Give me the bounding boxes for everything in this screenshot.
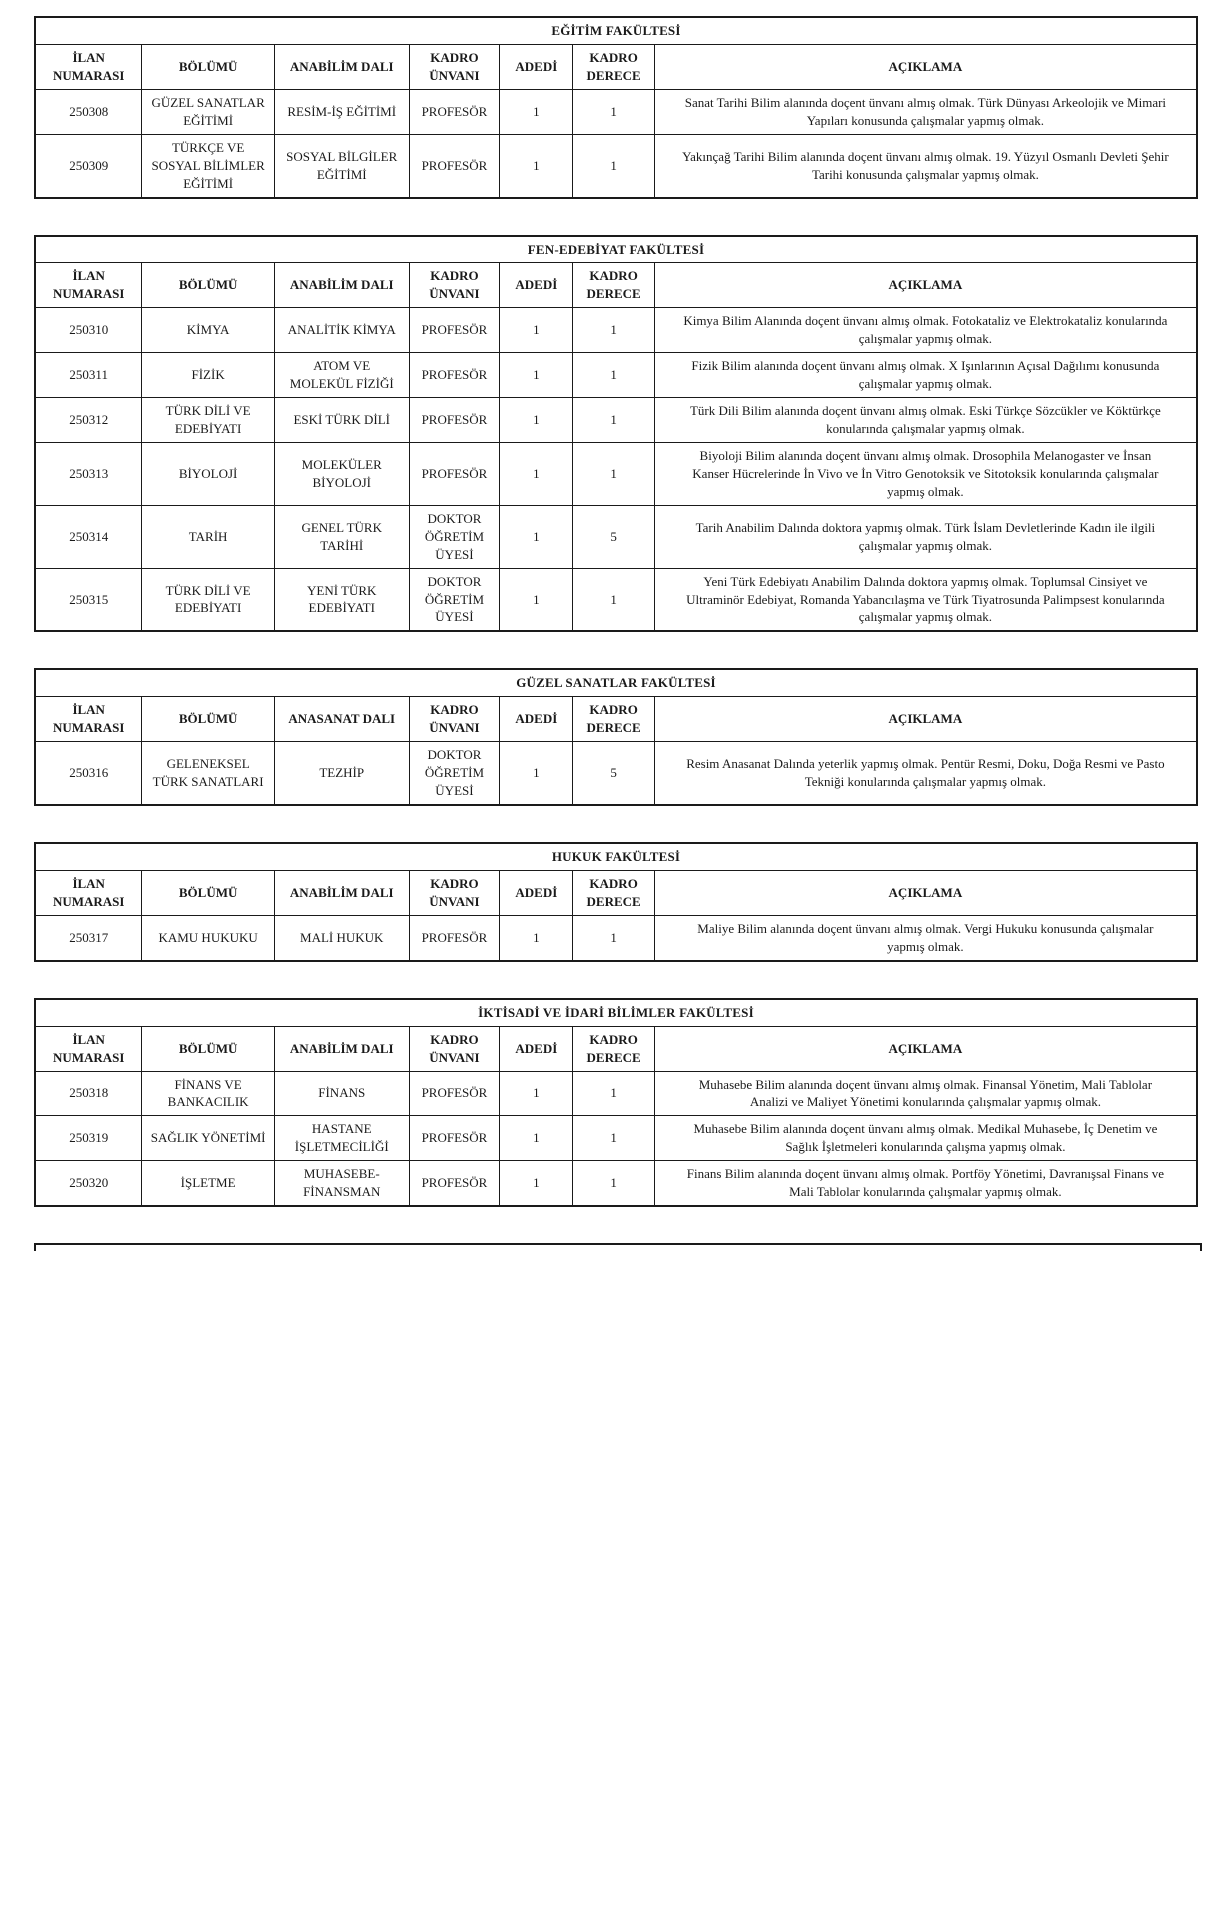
faculty-title-row <box>35 843 1197 870</box>
cell: 1 <box>573 308 654 353</box>
faculty-title-row <box>35 669 1197 696</box>
aciklama-cell: Biyoloji Bilim alanında doçent ünvanı almış olmak. Drosophila Melanogaster ve İnsan Kanser Hücrelerinde İn Vivo ve İn Vitro Genotoksik ve Sitotoksik konularında çalışmalar yapmış olmak. <box>654 442 1197 505</box>
cell: GELENEKSEL TÜRK SANATLARI <box>142 742 274 805</box>
cell: PROFESÖR <box>409 89 500 134</box>
column-header: BÖLÜMÜ <box>142 1026 274 1071</box>
ilan-numarasi-cell: 250314 <box>35 505 142 568</box>
cell: GÜZEL SANATLAR EĞİTİMİ <box>142 89 274 134</box>
cell: FİNANS VE BANKACILIK <box>142 1071 274 1116</box>
cell: GENEL TÜRK TARİHİ <box>274 505 409 568</box>
cell: MOLEKÜLER BİYOLOJİ <box>274 442 409 505</box>
cell: ESKİ TÜRK DİLİ <box>274 398 409 443</box>
cell: 1 <box>500 1116 573 1161</box>
aciklama-cell: Kimya Bilim Alanında doçent ünvanı almış olmak. Fotokataliz ve Elektrokataliz konularında çalışmalar yapmış olmak. <box>654 308 1197 353</box>
aciklama-cell: Yakınçağ Tarihi Bilim alanında doçent ünvanı almış olmak. 19. Yüzyıl Osmanlı Devleti Şehir Tarihi konusunda çalışmalar yapmış olmak. <box>654 134 1197 197</box>
column-header: İLAN NUMARASI <box>35 263 142 308</box>
cell: PROFESÖR <box>409 353 500 398</box>
cell: 1 <box>500 742 573 805</box>
cell: PROFESÖR <box>409 1161 500 1206</box>
cell: DOKTOR ÖĞRETİM ÜYESİ <box>409 742 500 805</box>
cell: TÜRK DİLİ VE EDEBİYATI <box>142 398 274 443</box>
ilan-numarasi-cell: 250312 <box>35 398 142 443</box>
column-header: ADEDİ <box>500 870 573 915</box>
column-header: İLAN NUMARASI <box>35 1026 142 1071</box>
column-header: BÖLÜMÜ <box>142 870 274 915</box>
aciklama-cell: Tarih Anabilim Dalında doktora yapmış olmak. Türk İslam Devletlerinde Kadın ile ilgili çalışmalar yapmış olmak. <box>654 505 1197 568</box>
column-header: KADRO ÜNVANI <box>409 1026 500 1071</box>
aciklama-cell: Türk Dili Bilim alanında doçent ünvanı almış olmak. Eski Türkçe Sözcükler ve Köktürkçe konularında çalışmalar yapmış olmak. <box>654 398 1197 443</box>
cell: 1 <box>500 308 573 353</box>
cell: 5 <box>573 505 654 568</box>
column-header: ADEDİ <box>500 263 573 308</box>
ilan-numarasi-cell: 250317 <box>35 915 142 960</box>
cell: TARİH <box>142 505 274 568</box>
aciklama-cell: Finans Bilim alanında doçent ünvanı almış olmak. Portföy Yönetimi, Davranışsal Finans ve Mali Tablolar konularında çalışmalar yapmış olmak. <box>654 1161 1197 1206</box>
cell: KİMYA <box>142 308 274 353</box>
cell: 1 <box>573 353 654 398</box>
ilan-numarasi-cell: 250309 <box>35 134 142 197</box>
table-row <box>35 1071 1197 1116</box>
column-header: BÖLÜMÜ <box>142 44 274 89</box>
column-header: KADRO ÜNVANI <box>409 263 500 308</box>
cell: RESİM-İŞ EĞİTİMİ <box>274 89 409 134</box>
faculty-title: FEN-EDEBİYAT FAKÜLTESİ <box>35 236 1197 263</box>
cell: TÜRK DİLİ VE EDEBİYATI <box>142 568 274 631</box>
faculty-title: GÜZEL SANATLAR FAKÜLTESİ <box>35 669 1197 696</box>
column-header: KADRO DERECE <box>573 1026 654 1071</box>
column-header: İLAN NUMARASI <box>35 44 142 89</box>
cell: 1 <box>500 442 573 505</box>
ilan-numarasi-cell: 250308 <box>35 89 142 134</box>
faculty-table-egitim <box>34 16 1198 199</box>
cell: PROFESÖR <box>409 915 500 960</box>
column-header: AÇIKLAMA <box>654 1026 1197 1071</box>
column-header-row <box>35 870 1197 915</box>
column-header: AÇIKLAMA <box>654 263 1197 308</box>
faculty-table-guzel-sanatlar <box>34 668 1198 806</box>
column-header: İLAN NUMARASI <box>35 697 142 742</box>
ilan-numarasi-cell: 250318 <box>35 1071 142 1116</box>
cell: 1 <box>573 568 654 631</box>
table-row <box>35 568 1197 631</box>
cell: 1 <box>500 134 573 197</box>
table-row <box>35 742 1197 805</box>
column-header-row <box>35 697 1197 742</box>
cell: 1 <box>573 1071 654 1116</box>
faculty-title-row <box>35 17 1197 44</box>
aciklama-cell: Muhasebe Bilim alanında doçent ünvanı almış olmak. Finansal Yönetim, Mali Tablolar Analizi ve Maliyet Yönetimi konularında çalışmalar yapmış olmak. <box>654 1071 1197 1116</box>
cell: ANALİTİK KİMYA <box>274 308 409 353</box>
table-row <box>35 1116 1197 1161</box>
faculty-title-row <box>35 236 1197 263</box>
column-header-row <box>35 263 1197 308</box>
column-header-row <box>35 44 1197 89</box>
table-row <box>35 89 1197 134</box>
column-header: AÇIKLAMA <box>654 44 1197 89</box>
cell: 5 <box>573 742 654 805</box>
column-header: ANASANAT DALI <box>274 697 409 742</box>
cell: PROFESÖR <box>409 134 500 197</box>
cell: 1 <box>500 398 573 443</box>
column-header: ADEDİ <box>500 697 573 742</box>
cell: İŞLETME <box>142 1161 274 1206</box>
cell: 1 <box>500 568 573 631</box>
cell: SAĞLIK YÖNETİMİ <box>142 1116 274 1161</box>
aciklama-cell: Maliye Bilim alanında doçent ünvanı almış olmak. Vergi Hukuku konusunda çalışmalar yapmış olmak. <box>654 915 1197 960</box>
column-header: KADRO DERECE <box>573 44 654 89</box>
next-table-partial-edge <box>34 1243 1202 1251</box>
column-header: BÖLÜMÜ <box>142 697 274 742</box>
faculty-title-row <box>35 999 1197 1026</box>
cell: HASTANE İŞLETMECİLİĞİ <box>274 1116 409 1161</box>
aciklama-cell: Sanat Tarihi Bilim alanında doçent ünvanı almış olmak. Türk Dünyası Arkeolojik ve Mimari Yapıları konusunda çalışmalar yapmış olmak. <box>654 89 1197 134</box>
ilan-numarasi-cell: 250310 <box>35 308 142 353</box>
column-header: AÇIKLAMA <box>654 870 1197 915</box>
ilan-numarasi-cell: 250320 <box>35 1161 142 1206</box>
table-row <box>35 308 1197 353</box>
cell: 1 <box>573 915 654 960</box>
column-header: KADRO DERECE <box>573 263 654 308</box>
cell: 1 <box>573 442 654 505</box>
cell: MALİ HUKUK <box>274 915 409 960</box>
column-header: KADRO ÜNVANI <box>409 870 500 915</box>
cell: PROFESÖR <box>409 1116 500 1161</box>
cell: 1 <box>500 505 573 568</box>
cell: 1 <box>500 1071 573 1116</box>
ilan-numarasi-cell: 250315 <box>35 568 142 631</box>
cell: YENİ TÜRK EDEBİYATI <box>274 568 409 631</box>
cell: FİNANS <box>274 1071 409 1116</box>
aciklama-cell: Yeni Türk Edebiyatı Anabilim Dalında doktora yapmış olmak. Toplumsal Cinsiyet ve Ultraminör Edebiyat, Romanda Yabancılaşma ve Türk Tiyatrosunda Palimpsest konularında çalışmalar yapmış olmak. <box>654 568 1197 631</box>
cell: PROFESÖR <box>409 308 500 353</box>
column-header: KADRO DERECE <box>573 697 654 742</box>
cell: 1 <box>500 353 573 398</box>
cell: 1 <box>500 1161 573 1206</box>
cell: TEZHİP <box>274 742 409 805</box>
faculty-table-iktisadi-idari <box>34 998 1198 1207</box>
cell: 1 <box>573 1116 654 1161</box>
cell: 1 <box>573 1161 654 1206</box>
faculty-title: HUKUK FAKÜLTESİ <box>35 843 1197 870</box>
column-header: ANABİLİM DALI <box>274 44 409 89</box>
table-row <box>35 442 1197 505</box>
column-header: ANABİLİM DALI <box>274 263 409 308</box>
faculty-title: İKTİSADİ VE İDARİ BİLİMLER FAKÜLTESİ <box>35 999 1197 1026</box>
cell: KAMU HUKUKU <box>142 915 274 960</box>
column-header: KADRO DERECE <box>573 870 654 915</box>
ilan-numarasi-cell: 250316 <box>35 742 142 805</box>
column-header: ANABİLİM DALI <box>274 870 409 915</box>
cell: PROFESÖR <box>409 398 500 443</box>
table-row <box>35 915 1197 960</box>
cell: 1 <box>573 89 654 134</box>
table-row <box>35 353 1197 398</box>
table-row <box>35 398 1197 443</box>
ilan-numarasi-cell: 250319 <box>35 1116 142 1161</box>
faculty-table-fen-edebiyat <box>34 235 1198 633</box>
aciklama-cell: Muhasebe Bilim alanında doçent ünvanı almış olmak. Medikal Muhasebe, İç Denetim ve Sağlık İşletmeleri konularında çalışma yapmış olmak. <box>654 1116 1197 1161</box>
column-header: KADRO ÜNVANI <box>409 44 500 89</box>
cell: BİYOLOJİ <box>142 442 274 505</box>
table-row <box>35 505 1197 568</box>
cell: 1 <box>500 915 573 960</box>
faculty-title: EĞİTİM FAKÜLTESİ <box>35 17 1197 44</box>
cell: SOSYAL BİLGİLER EĞİTİMİ <box>274 134 409 197</box>
table-row <box>35 134 1197 197</box>
column-header-row <box>35 1026 1197 1071</box>
column-header: BÖLÜMÜ <box>142 263 274 308</box>
cell: DOKTOR ÖĞRETİM ÜYESİ <box>409 505 500 568</box>
aciklama-cell: Resim Anasanat Dalında yeterlik yapmış olmak. Pentür Resmi, Doku, Doğa Resmi ve Pasto Tekniği konularında çalışmalar yapmış olmak. <box>654 742 1197 805</box>
aciklama-cell: Fizik Bilim alanında doçent ünvanı almış olmak. X Işınlarının Açısal Dağılımı konusunda çalışmalar yapmış olmak. <box>654 353 1197 398</box>
cell: ATOM VE MOLEKÜL FİZİĞİ <box>274 353 409 398</box>
cell: 1 <box>573 134 654 197</box>
cell: MUHASEBE-FİNANSMAN <box>274 1161 409 1206</box>
cell: 1 <box>573 398 654 443</box>
column-header: KADRO ÜNVANI <box>409 697 500 742</box>
cell: DOKTOR ÖĞRETİM ÜYESİ <box>409 568 500 631</box>
cell: 1 <box>500 89 573 134</box>
cell: PROFESÖR <box>409 442 500 505</box>
table-row <box>35 1161 1197 1206</box>
cell: PROFESÖR <box>409 1071 500 1116</box>
cell: FİZİK <box>142 353 274 398</box>
faculty-table-hukuk <box>34 842 1198 962</box>
ilan-numarasi-cell: 250311 <box>35 353 142 398</box>
column-header: ADEDİ <box>500 44 573 89</box>
column-header: ADEDİ <box>500 1026 573 1071</box>
column-header: AÇIKLAMA <box>654 697 1197 742</box>
ilan-numarasi-cell: 250313 <box>35 442 142 505</box>
column-header: ANABİLİM DALI <box>274 1026 409 1071</box>
column-header: İLAN NUMARASI <box>35 870 142 915</box>
cell: TÜRKÇE VE SOSYAL BİLİMLER EĞİTİMİ <box>142 134 274 197</box>
